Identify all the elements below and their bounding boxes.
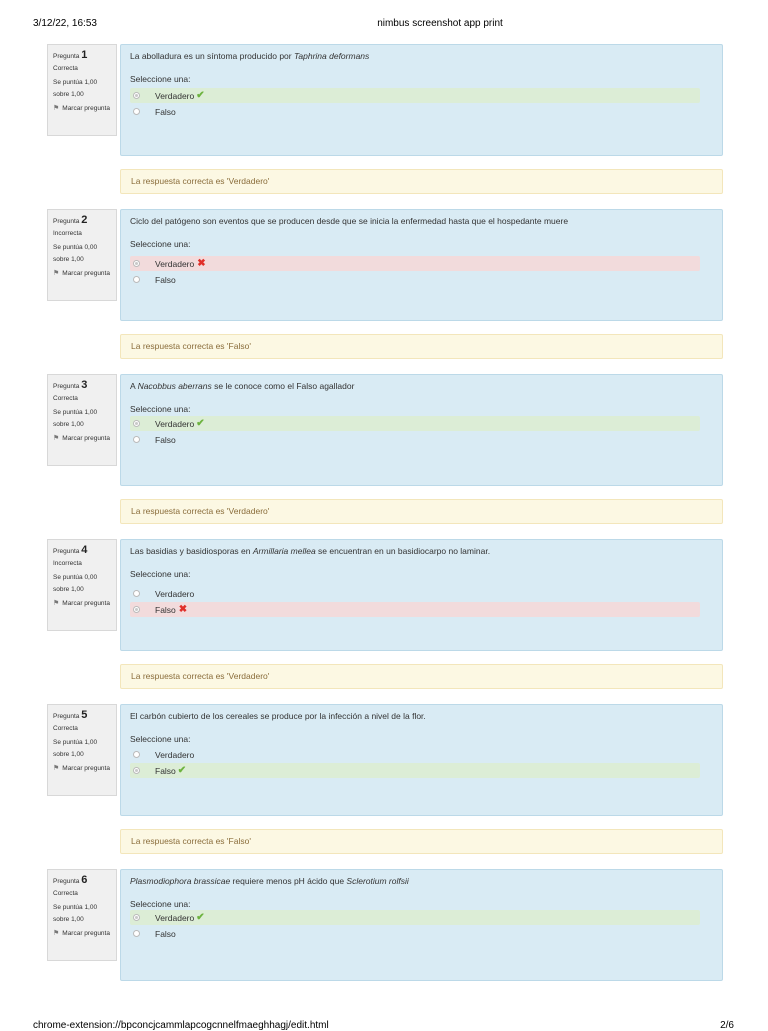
question-state: Correcta [53,890,78,897]
answer-option[interactable] [130,272,700,287]
question-number: 4 [81,544,88,556]
question-info [47,209,117,301]
question-text [130,710,710,722]
radio-button[interactable] [133,436,140,443]
answer-option[interactable] [130,256,700,271]
question-state: Incorrecta [53,230,82,237]
question-text-italic: Taphrina deformans [293,51,370,61]
question-state: Correcta [53,65,78,72]
answer-option[interactable] [130,602,700,617]
question-state: Correcta [53,725,78,732]
flag-question-link[interactable] [53,433,111,445]
question-text-part: La abolladura es un síntoma producido por [130,51,294,61]
cross-icon: ✖ [197,258,206,269]
option-label: Falso [155,604,176,615]
flag-label: Marcar pregunta [62,765,110,772]
option-label: Verdadero [155,90,195,101]
question-text [130,50,710,62]
radio-button[interactable] [133,276,140,283]
flag-question-link[interactable] [53,103,111,115]
question-text [130,875,710,887]
correct-answer-feedback: La respuesta correcta es 'Verdadero' [120,664,723,689]
flag-question-link[interactable] [53,763,111,775]
flag-label: Marcar pregunta [62,435,110,442]
option-label: Falso [155,106,176,117]
print-url: chrome-extension://bpconcjcammlapcogcnnelfmaeghhagj/edit.html [33,1020,329,1031]
radio-button[interactable] [133,914,140,921]
flag-icon: ⚑ [53,435,60,442]
correct-answer-feedback: La respuesta correcta es 'Verdadero' [120,169,723,194]
option-label: Verdadero [155,418,195,429]
flag-label: Marcar pregunta [62,270,110,277]
question-number: 5 [81,709,88,721]
question-text-italic: Plasmodiophora brassicae [130,876,231,886]
correct-answer-feedback: La respuesta correcta es 'Falso' [120,829,723,854]
radio-button[interactable] [133,260,140,267]
question-grade: Se puntúa 1,00 sobre 1,00 [53,904,98,923]
question-grade: Se puntúa 0,00 sobre 1,00 [53,574,98,593]
question-content [120,209,723,321]
check-icon: ✔ [196,418,205,429]
question-text-italic: Armillaria mellea [252,546,316,556]
select-one-prompt: Seleccione una: [130,74,191,84]
check-icon: ✔ [177,765,187,776]
correct-answer-feedback: La respuesta correcta es 'Falso' [120,334,723,359]
print-title: nimbus screenshot app print [377,18,503,29]
question-text-part: requiere menos pH ácido que [230,876,347,886]
radio-button[interactable] [133,92,140,99]
flag-question-link[interactable] [53,268,111,280]
option-label: Falso [155,765,176,776]
question-label: Pregunta [53,218,80,225]
radio-button[interactable] [133,420,140,427]
question-text-part: se encuentran en un basidiocarpo no laminar. [315,546,491,556]
flag-icon: ⚑ [53,765,60,772]
flag-question-link[interactable] [53,928,111,940]
question-grade: Se puntúa 1,00 sobre 1,00 [53,739,98,758]
question-text-part: Ciclo del patógeno son eventos que se producen desde que se inicia la enfermedad hasta que el hospedante muere [130,216,569,226]
option-label: Falso [155,928,176,939]
select-one-prompt: Seleccione una: [130,239,191,249]
answer-option[interactable] [130,104,700,119]
flag-icon: ⚑ [53,600,60,607]
question-text-part: El carbón cubierto de los cereales se produce por la infección a nivel de la flor. [130,711,426,721]
answer-option[interactable] [130,910,700,925]
question-text-italic: Sclerotium rolfsii [346,876,409,886]
question-text [130,215,710,227]
radio-button[interactable] [133,930,140,937]
check-icon: ✔ [196,912,205,923]
select-one-prompt: Seleccione una: [130,734,191,744]
question-number: 1 [81,49,88,61]
flag-label: Marcar pregunta [62,930,110,937]
question-text [130,380,710,392]
question-content [120,539,723,651]
question-label: Pregunta [53,53,80,60]
question-info [47,539,117,631]
option-label: Verdadero [155,588,195,599]
question-state: Correcta [53,395,78,402]
check-icon: ✔ [196,90,205,101]
question-text-part: Las basidias y basidiosporas en [130,546,253,556]
answer-option[interactable] [130,763,700,778]
question-number: 6 [81,874,88,886]
flag-icon: ⚑ [53,270,60,277]
print-date: 3/12/22, 16:53 [33,18,97,29]
question-label: Pregunta [53,878,80,885]
option-label: Verdadero [155,258,195,269]
question-info [47,704,117,796]
flag-icon: ⚑ [53,105,60,112]
radio-button[interactable] [133,606,140,613]
correct-answer-feedback: La respuesta correcta es 'Verdadero' [120,499,723,524]
flag-label: Marcar pregunta [62,105,110,112]
answer-option[interactable] [130,432,700,447]
question-label: Pregunta [53,713,80,720]
question-info [47,374,117,466]
radio-button[interactable] [133,590,140,597]
question-text-part: se le conoce como el Falso agallador [211,381,355,391]
option-label: Falso [155,434,176,445]
question-text [130,545,710,557]
question-grade: Se puntúa 1,00 sobre 1,00 [53,79,98,98]
question-grade: Se puntúa 0,00 sobre 1,00 [53,244,98,263]
flag-label: Marcar pregunta [62,600,110,607]
answer-option[interactable] [130,586,700,601]
cross-icon: ✖ [178,604,188,615]
radio-button[interactable] [133,751,140,758]
question-number: 2 [81,214,88,226]
select-one-prompt: Seleccione una: [130,404,191,414]
question-content [120,704,723,816]
question-state: Incorrecta [53,560,82,567]
radio-button[interactable] [133,108,140,115]
question-text-italic: Nacobbus aberrans [137,381,212,391]
question-info [47,44,117,136]
print-header [0,0,768,32]
question-number: 3 [81,379,88,391]
question-info [47,869,117,961]
page-number: 2/6 [720,1020,734,1031]
question-label: Pregunta [53,383,80,390]
answer-option[interactable] [130,747,700,762]
flag-icon: ⚑ [53,930,60,937]
flag-question-link[interactable] [53,598,111,610]
question-grade: Se puntúa 1,00 sobre 1,00 [53,409,98,428]
answer-option[interactable] [130,926,700,941]
question-content [120,374,723,486]
select-one-prompt: Seleccione una: [130,569,191,579]
question-text-part: A [130,381,138,391]
question-content [120,44,723,156]
select-one-prompt: Seleccione una: [130,899,191,909]
option-label: Falso [155,274,176,285]
radio-button[interactable] [133,767,140,774]
question-content [120,869,723,981]
answer-option[interactable] [130,88,700,103]
option-label: Verdadero [155,912,195,923]
answer-option[interactable] [130,416,700,431]
option-label: Verdadero [155,749,195,760]
question-label: Pregunta [53,548,80,555]
